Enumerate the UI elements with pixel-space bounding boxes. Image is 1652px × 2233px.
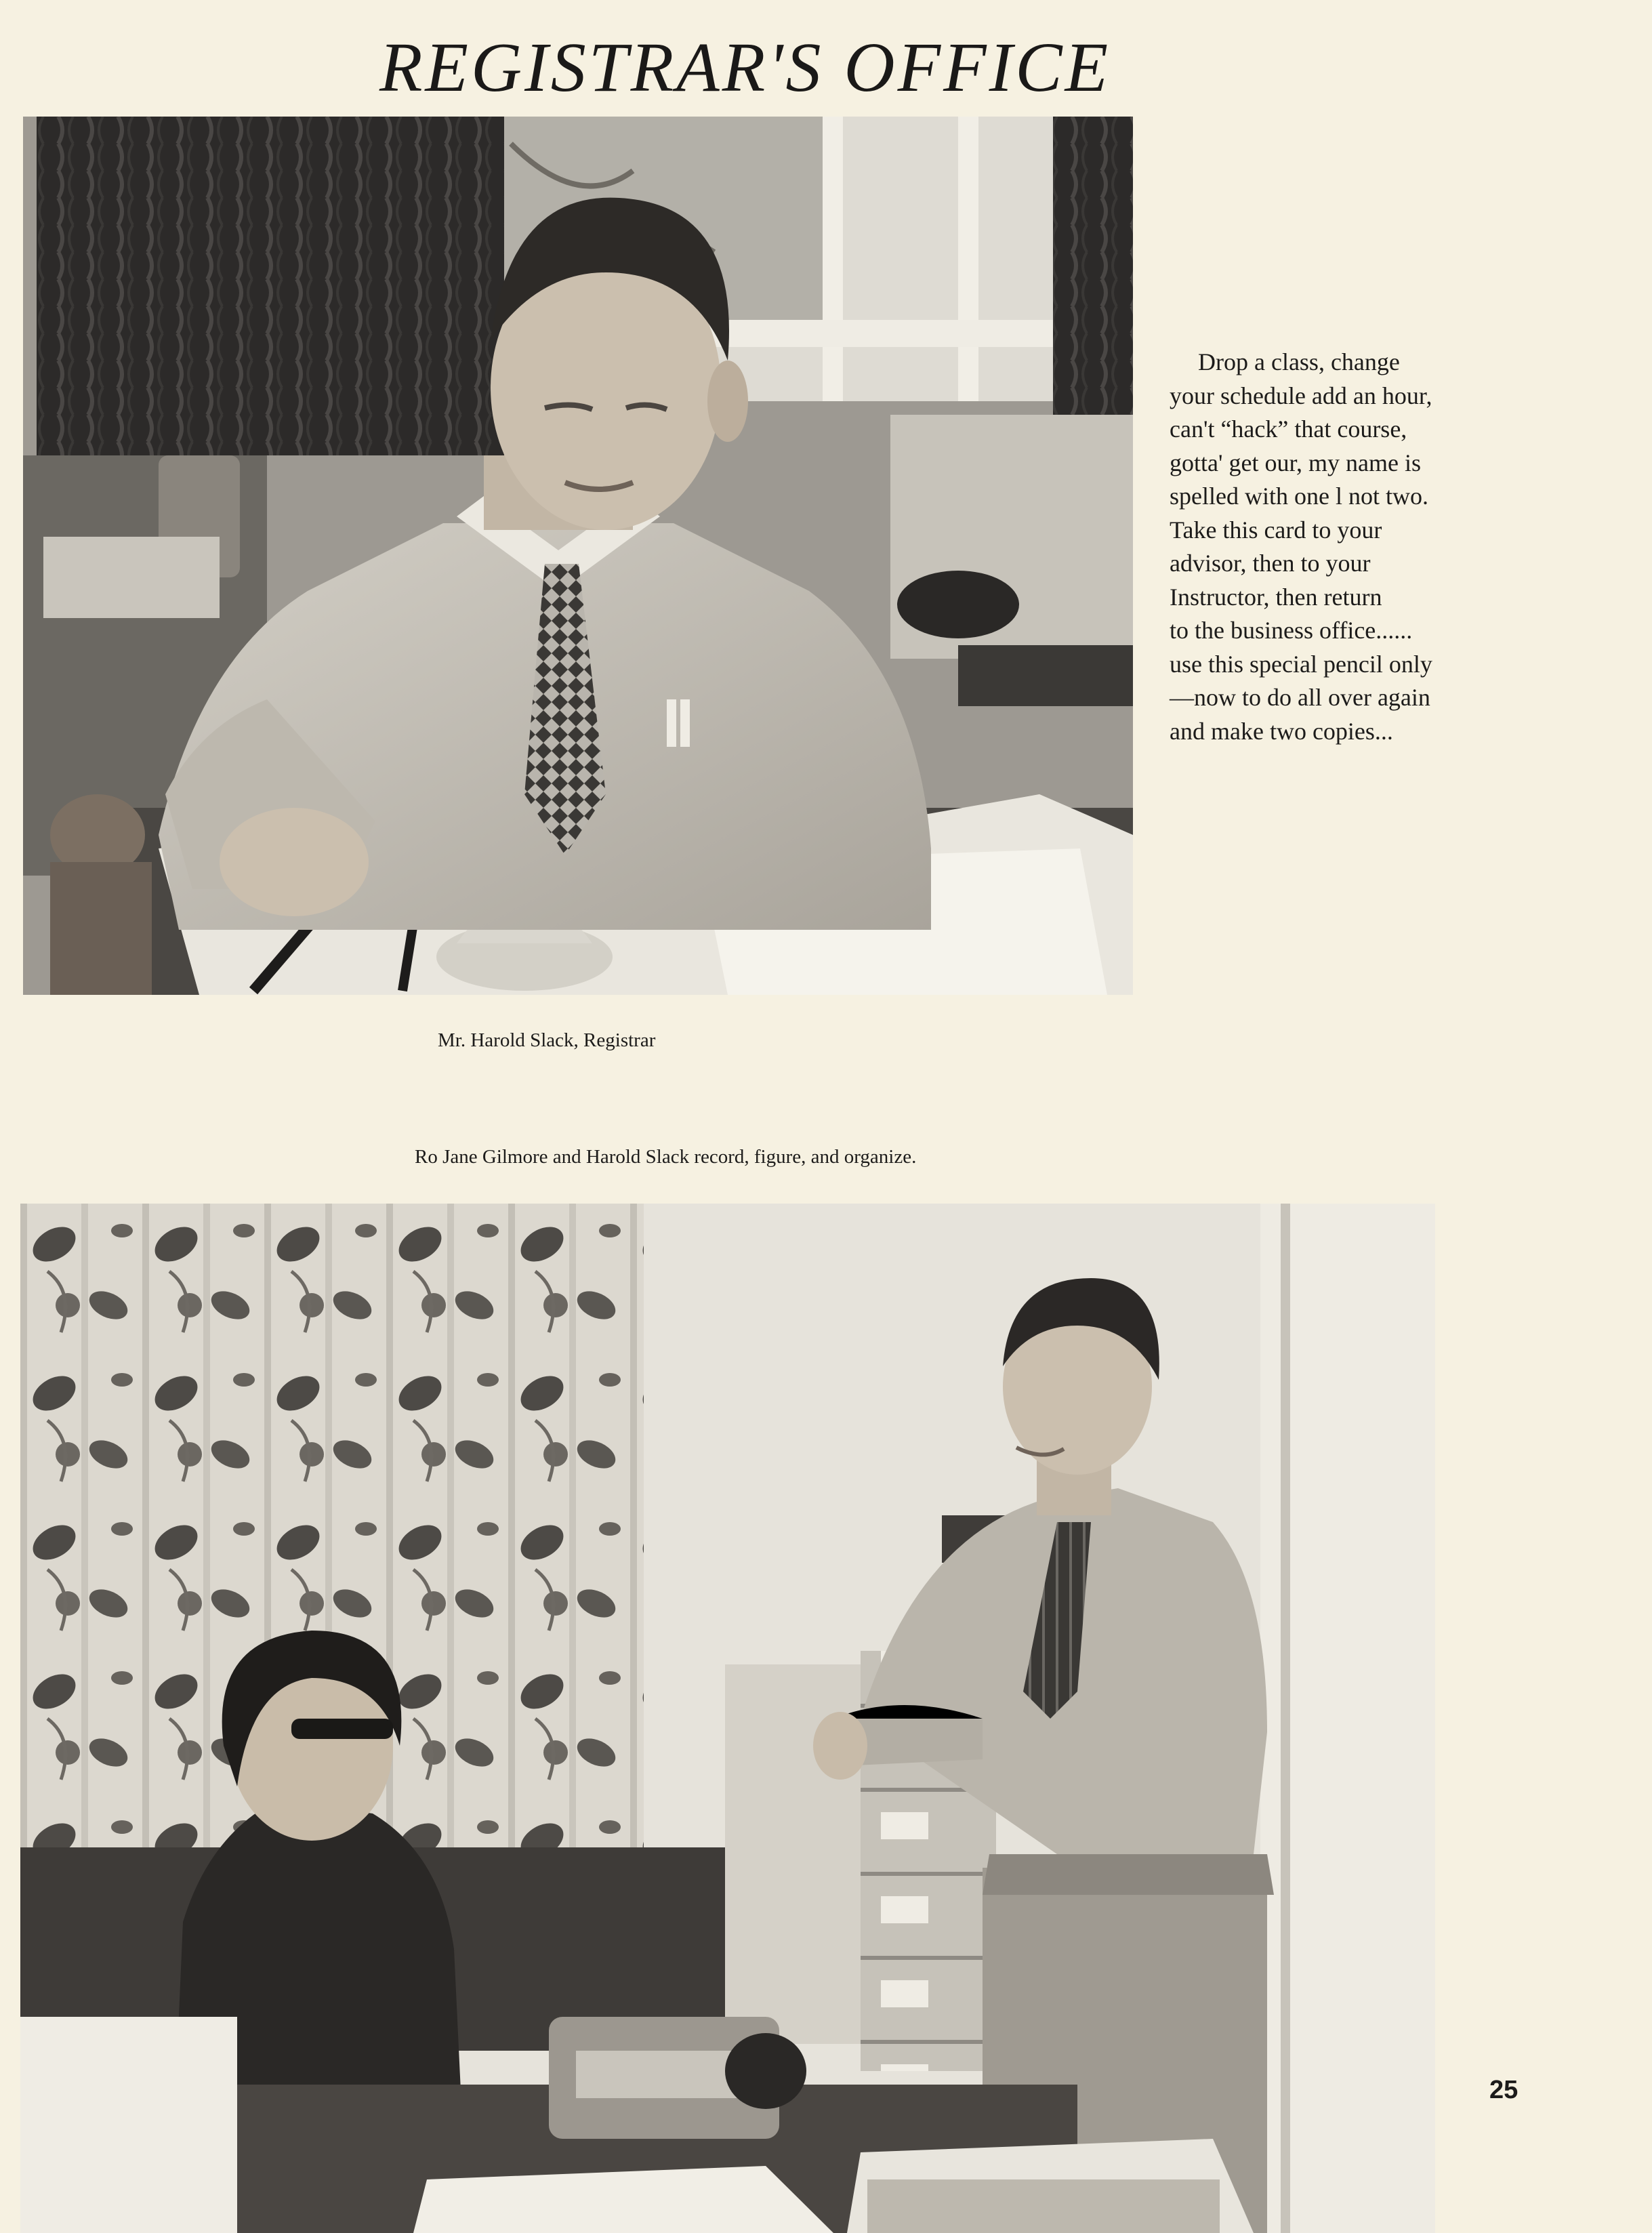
page-title: REGISTRAR'S OFFICE [379,28,1111,106]
intro-line: to the business office...... [1170,617,1413,644]
office-staff-photo [20,1204,1435,2233]
intro-line: your schedule add an hour, [1170,382,1432,409]
intro-line: Instructor, then return [1170,583,1382,611]
intro-line: Take this card to your [1170,516,1382,544]
intro-line: use this special pencil only [1170,650,1432,678]
intro-paragraph [1170,346,1535,748]
intro-line: gotta' get our, my name is [1170,449,1421,476]
bottom-photo-caption: Ro Jane Gilmore and Harold Slack record, figure, and organize. [415,1146,917,1168]
intro-line: —now to do all over again [1170,684,1430,711]
intro-line: and make two copies... [1170,717,1393,745]
page-number: 25 [1489,2076,1519,2104]
top-photo-caption: Mr. Harold Slack, Registrar [438,1029,656,1051]
intro-line: Drop a class, change [1198,348,1400,375]
intro-line: can't “hack” that course, [1170,415,1407,443]
intro-line: spelled with one l not two. [1170,483,1428,510]
intro-line: advisor, then to your [1170,550,1371,577]
registrar-at-desk-photo [23,117,1133,995]
